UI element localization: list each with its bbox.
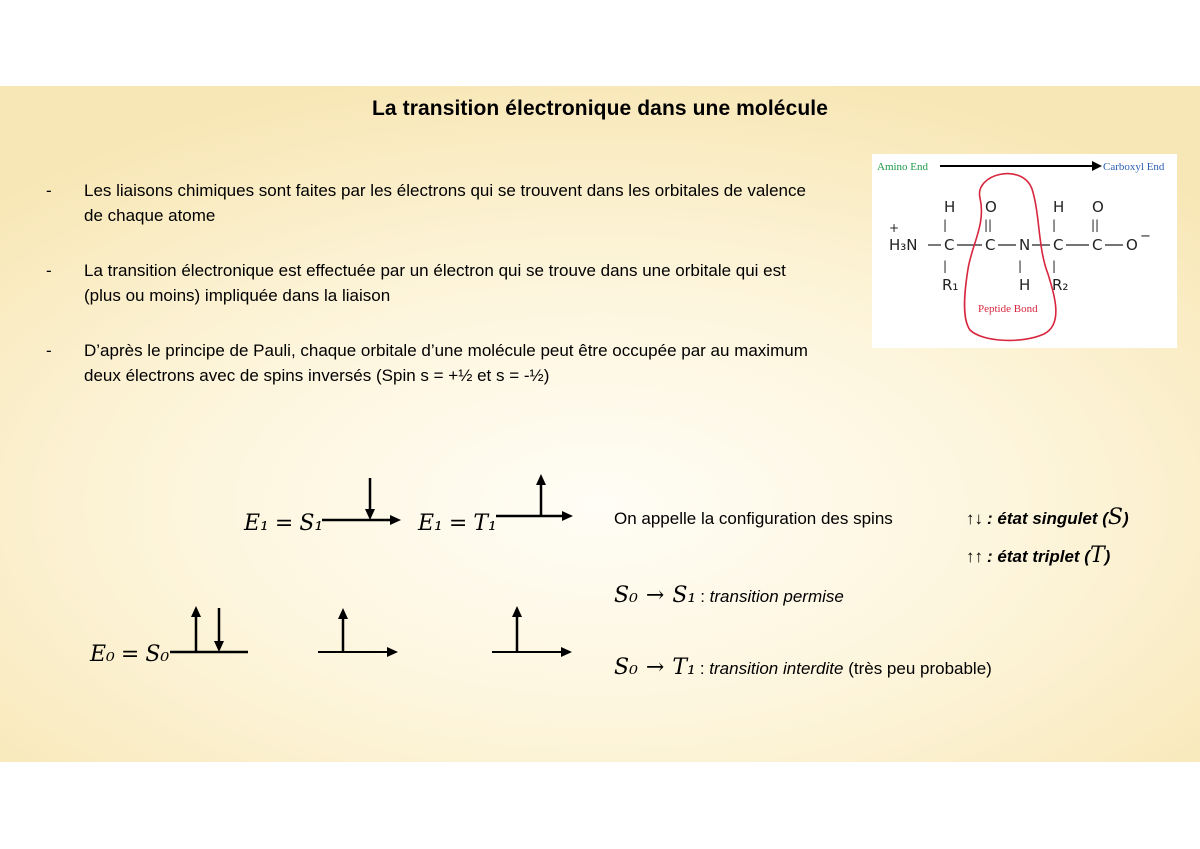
level-e0-s0-label: E₀ = S₀ — [90, 642, 170, 667]
triplet-line — [966, 543, 1111, 568]
bullet-text: D’après le principe de Pauli, chaque orbitale d’une molécule peut être occupée par au maximum deux électrons avec de spins inversés (Spin s = +½ et s = -½) — [84, 341, 808, 385]
bullet-dash: - — [46, 341, 52, 360]
spin-up-arrow-head — [512, 606, 522, 617]
slide-title: La transition électronique dans une molécule — [372, 97, 828, 120]
level-arrow-head — [390, 515, 401, 525]
transition-forbidden: S₀ → T₁ : transition interdite (très peu probable) — [614, 655, 992, 680]
singulet-arrows: ↑↓ — [966, 509, 983, 528]
bullet-dash: - — [46, 261, 52, 280]
amino-end-label: Amino End — [877, 161, 929, 173]
bond-single: | — [1018, 259, 1023, 273]
bond-single: | — [943, 218, 948, 232]
atom-r2: R₂ — [1052, 276, 1069, 294]
level-arrow-head — [562, 511, 573, 521]
singulet-close: ) — [1122, 509, 1129, 528]
triplet-close: ) — [1104, 547, 1111, 566]
atom-c: C — [944, 236, 955, 254]
atom-c: C — [1053, 236, 1064, 254]
atom-n: N — [1019, 236, 1031, 254]
atom-o: O — [1092, 198, 1104, 216]
singulet-line — [966, 505, 1129, 530]
spin-up-arrow-head — [338, 608, 348, 619]
level-arrow-head — [387, 647, 398, 657]
charge-minus: − — [1140, 229, 1151, 244]
atom-h3n: H₃N — [889, 236, 918, 254]
charge-plus: + — [889, 221, 900, 235]
singulet-symbol: S — [1107, 505, 1123, 530]
atom-h: H — [1019, 276, 1031, 294]
bond-single: | — [1052, 259, 1057, 273]
spin-down-arrow-head — [365, 509, 375, 520]
atom-o: O — [1126, 236, 1138, 254]
level-e1-s1-label: E₁ = S₁ — [244, 511, 324, 536]
carboxyl-end-label: Carboxyl End — [1103, 161, 1165, 173]
bullet-dash: - — [46, 181, 52, 200]
atom-h: H — [944, 198, 956, 216]
bond-single: | — [1052, 218, 1057, 232]
bond-single: | — [943, 259, 948, 273]
bond-double: || — [984, 218, 993, 232]
transition-allowed: S₀ → S₁ : transition permise — [614, 583, 844, 608]
atom-r1: R₁ — [942, 276, 959, 294]
energy-diagram — [0, 86, 1200, 762]
bullet-text: La transition électronique est effectuée par un électron qui se trouve dans une orbitale qui est (plus ou moins) impliquée dans la liaison — [84, 261, 786, 305]
atom-o: O — [985, 198, 997, 216]
spin-up-arrow-head — [191, 606, 201, 617]
atom-c: C — [985, 236, 996, 254]
spin-down-arrow-head — [214, 641, 224, 652]
triplet-symbol: T — [1089, 543, 1105, 568]
config-intro: On appelle la configuration des spins — [614, 509, 893, 528]
singulet-label: : état singulet ( — [987, 509, 1108, 528]
level-e1-t1-label: E₁ = T₁ — [418, 511, 497, 536]
level-arrow-head — [561, 647, 572, 657]
triplet-arrows: ↑↑ — [966, 547, 983, 566]
peptide-bond-label: Peptide Bond — [978, 303, 1038, 315]
spin-up-arrow-head — [536, 474, 546, 485]
slide — [0, 86, 1200, 762]
atom-h: H — [1053, 198, 1065, 216]
atom-c: C — [1092, 236, 1103, 254]
bond-double: || — [1091, 218, 1100, 232]
triplet-label: : état triplet ( — [987, 547, 1090, 566]
bullet-text: Les liaisons chimiques sont faites par les électrons qui se trouvent dans les orbitales de valence de chaque atome — [84, 181, 806, 225]
